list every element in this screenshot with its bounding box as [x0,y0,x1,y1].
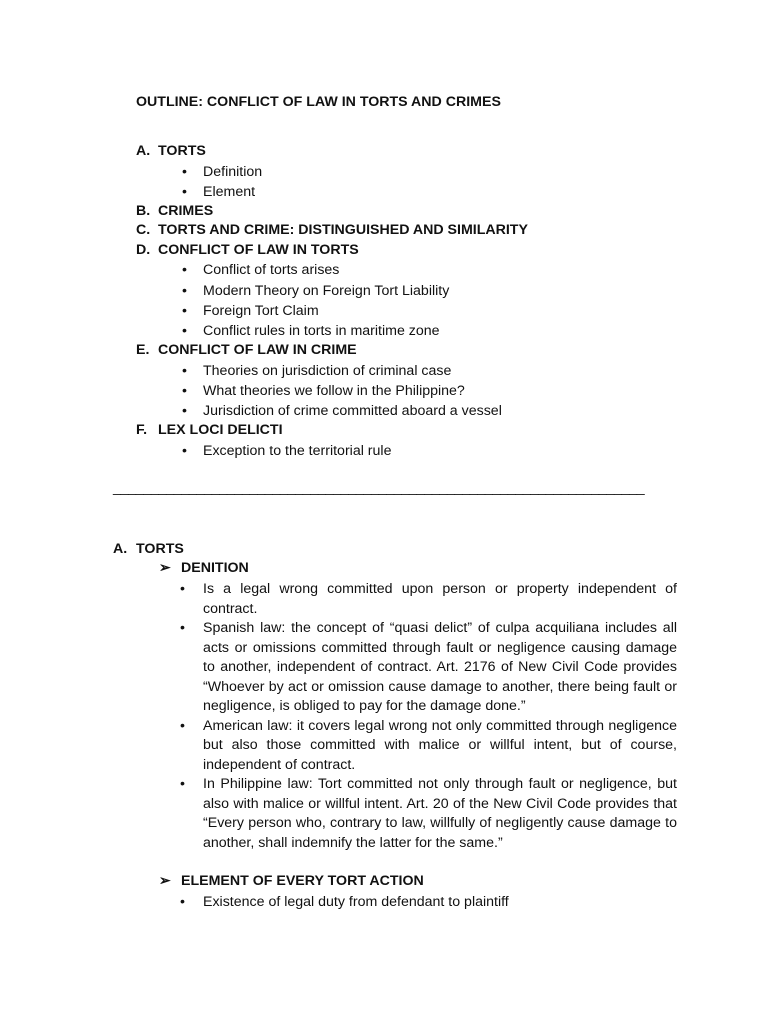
paragraph-item [180,775,677,853]
bullet-icon: • [180,581,185,597]
bullet-text: Theories on jurisdiction of criminal case [203,362,452,379]
outline-bullet [136,182,696,202]
arrow-bullet-icon: ➢ [159,873,171,889]
outline-bullet [136,260,696,280]
bullet-text: Exception to the territorial rule [203,442,392,459]
section-label: A. [136,143,151,159]
paragraph-text: In Philippine law: Tort committed not only through fault or negligence, but also with malice or willful intent. Art. 20 of the New Civil Code provides that “Every person who, contrary to law, willfully of negligently cause damage to another, shall indemnify the latter for the same.” [203,776,677,851]
document-title: OUTLINE: CONFLICT OF LAW IN TORTS AND CRIMES [136,94,501,110]
outline-bullet [136,321,696,341]
section-label: C. [136,222,151,239]
bullet-text: Jurisdiction of crime committed aboard a vessel [203,403,502,419]
bullet-text: Foreign Tort Claim [203,302,319,319]
subsection-heading-element [159,873,424,889]
paragraph-text: Spanish law: the concept of “quasi delict” of culpa acquiliana includes all acts or omissions committed through fault or negligence causing damage to another, independent of contract. Art. 2176 of New Civil Code provides “Whoever by act or omission cause damage to another, there being fault or negligence, is obliged to pay for the damage done.” [203,620,677,714]
bullet-icon: • [182,382,187,399]
outline-section-d [136,241,696,261]
paragraph-item [180,893,677,913]
bullet-icon: • [182,403,187,419]
section-label: B. [136,202,151,219]
bullet-icon: • [182,183,187,200]
paragraph-text: American law: it covers legal wrong not only committed through negligence but also those committed with malice or willful intent, but of course, independent of contract. [203,717,677,773]
bullet-icon: • [182,442,187,459]
subsection-title: DENITION [181,560,249,576]
section-title: TORTS [158,143,206,159]
outline-section-b [136,202,696,222]
paragraph-item [180,580,677,619]
outline-list [136,142,696,461]
bullet-icon: • [182,362,187,379]
outline-bullet [136,162,696,182]
outline-bullet [136,281,696,301]
bullet-icon: • [182,262,187,279]
bullet-icon: • [180,717,185,734]
section-title: TORTS AND CRIME: DISTINGUISHED AND SIMILARITY [158,222,528,239]
outline-bullet [136,441,696,461]
outline-bullet [136,381,696,401]
bullet-icon: • [182,322,187,339]
section-divider: ______________________________________________________________________ [113,480,645,496]
section-label: F. [136,422,148,439]
bullet-icon: • [180,894,185,910]
section-title: CONFLICT OF LAW IN TORTS [158,241,359,258]
bullet-text: Conflict rules in torts in maritime zone [203,322,440,339]
bullet-icon: • [182,163,187,180]
section-title: CONFLICT OF LAW IN CRIME [158,342,357,359]
bullet-text: What theories we follow in the Philippine? [203,382,465,399]
outline-bullet [136,301,696,321]
bullet-text: Modern Theory on Foreign Tort Liability [203,282,450,299]
bullet-text: Conflict of torts arises [203,262,340,279]
definition-paragraphs [180,580,677,853]
section-label: A. [113,541,128,557]
element-paragraphs [180,893,677,913]
bullet-text: Element [203,183,256,200]
paragraph-text: Existence of legal duty from defendant to plaintiff [203,894,509,910]
outline-bullet [136,401,696,421]
bullet-icon: • [182,302,187,319]
subsection-title: ELEMENT OF EVERY TORT ACTION [181,873,424,889]
outline-section-a [136,142,696,162]
outline-section-e [136,341,696,361]
section-title: CRIMES [158,202,214,219]
bullet-text: Definition [203,163,263,180]
body-section-heading [113,541,184,557]
outline-section-c [136,221,696,241]
bullet-icon: • [180,776,185,792]
section-title: TORTS [136,541,184,557]
paragraph-item [180,717,677,776]
bullet-icon: • [182,282,187,299]
section-label: E. [136,342,150,359]
section-title: LEX LOCI DELICTI [158,422,283,439]
paragraph-text: Is a legal wrong committed upon person or property independent of contract. [203,581,677,617]
outline-bullet [136,361,696,381]
subsection-heading-definition [159,560,249,576]
outline-section-f [136,421,696,441]
bullet-icon: • [180,620,185,636]
arrow-bullet-icon: ➢ [159,560,171,576]
paragraph-item [180,619,677,717]
section-label: D. [136,241,151,258]
